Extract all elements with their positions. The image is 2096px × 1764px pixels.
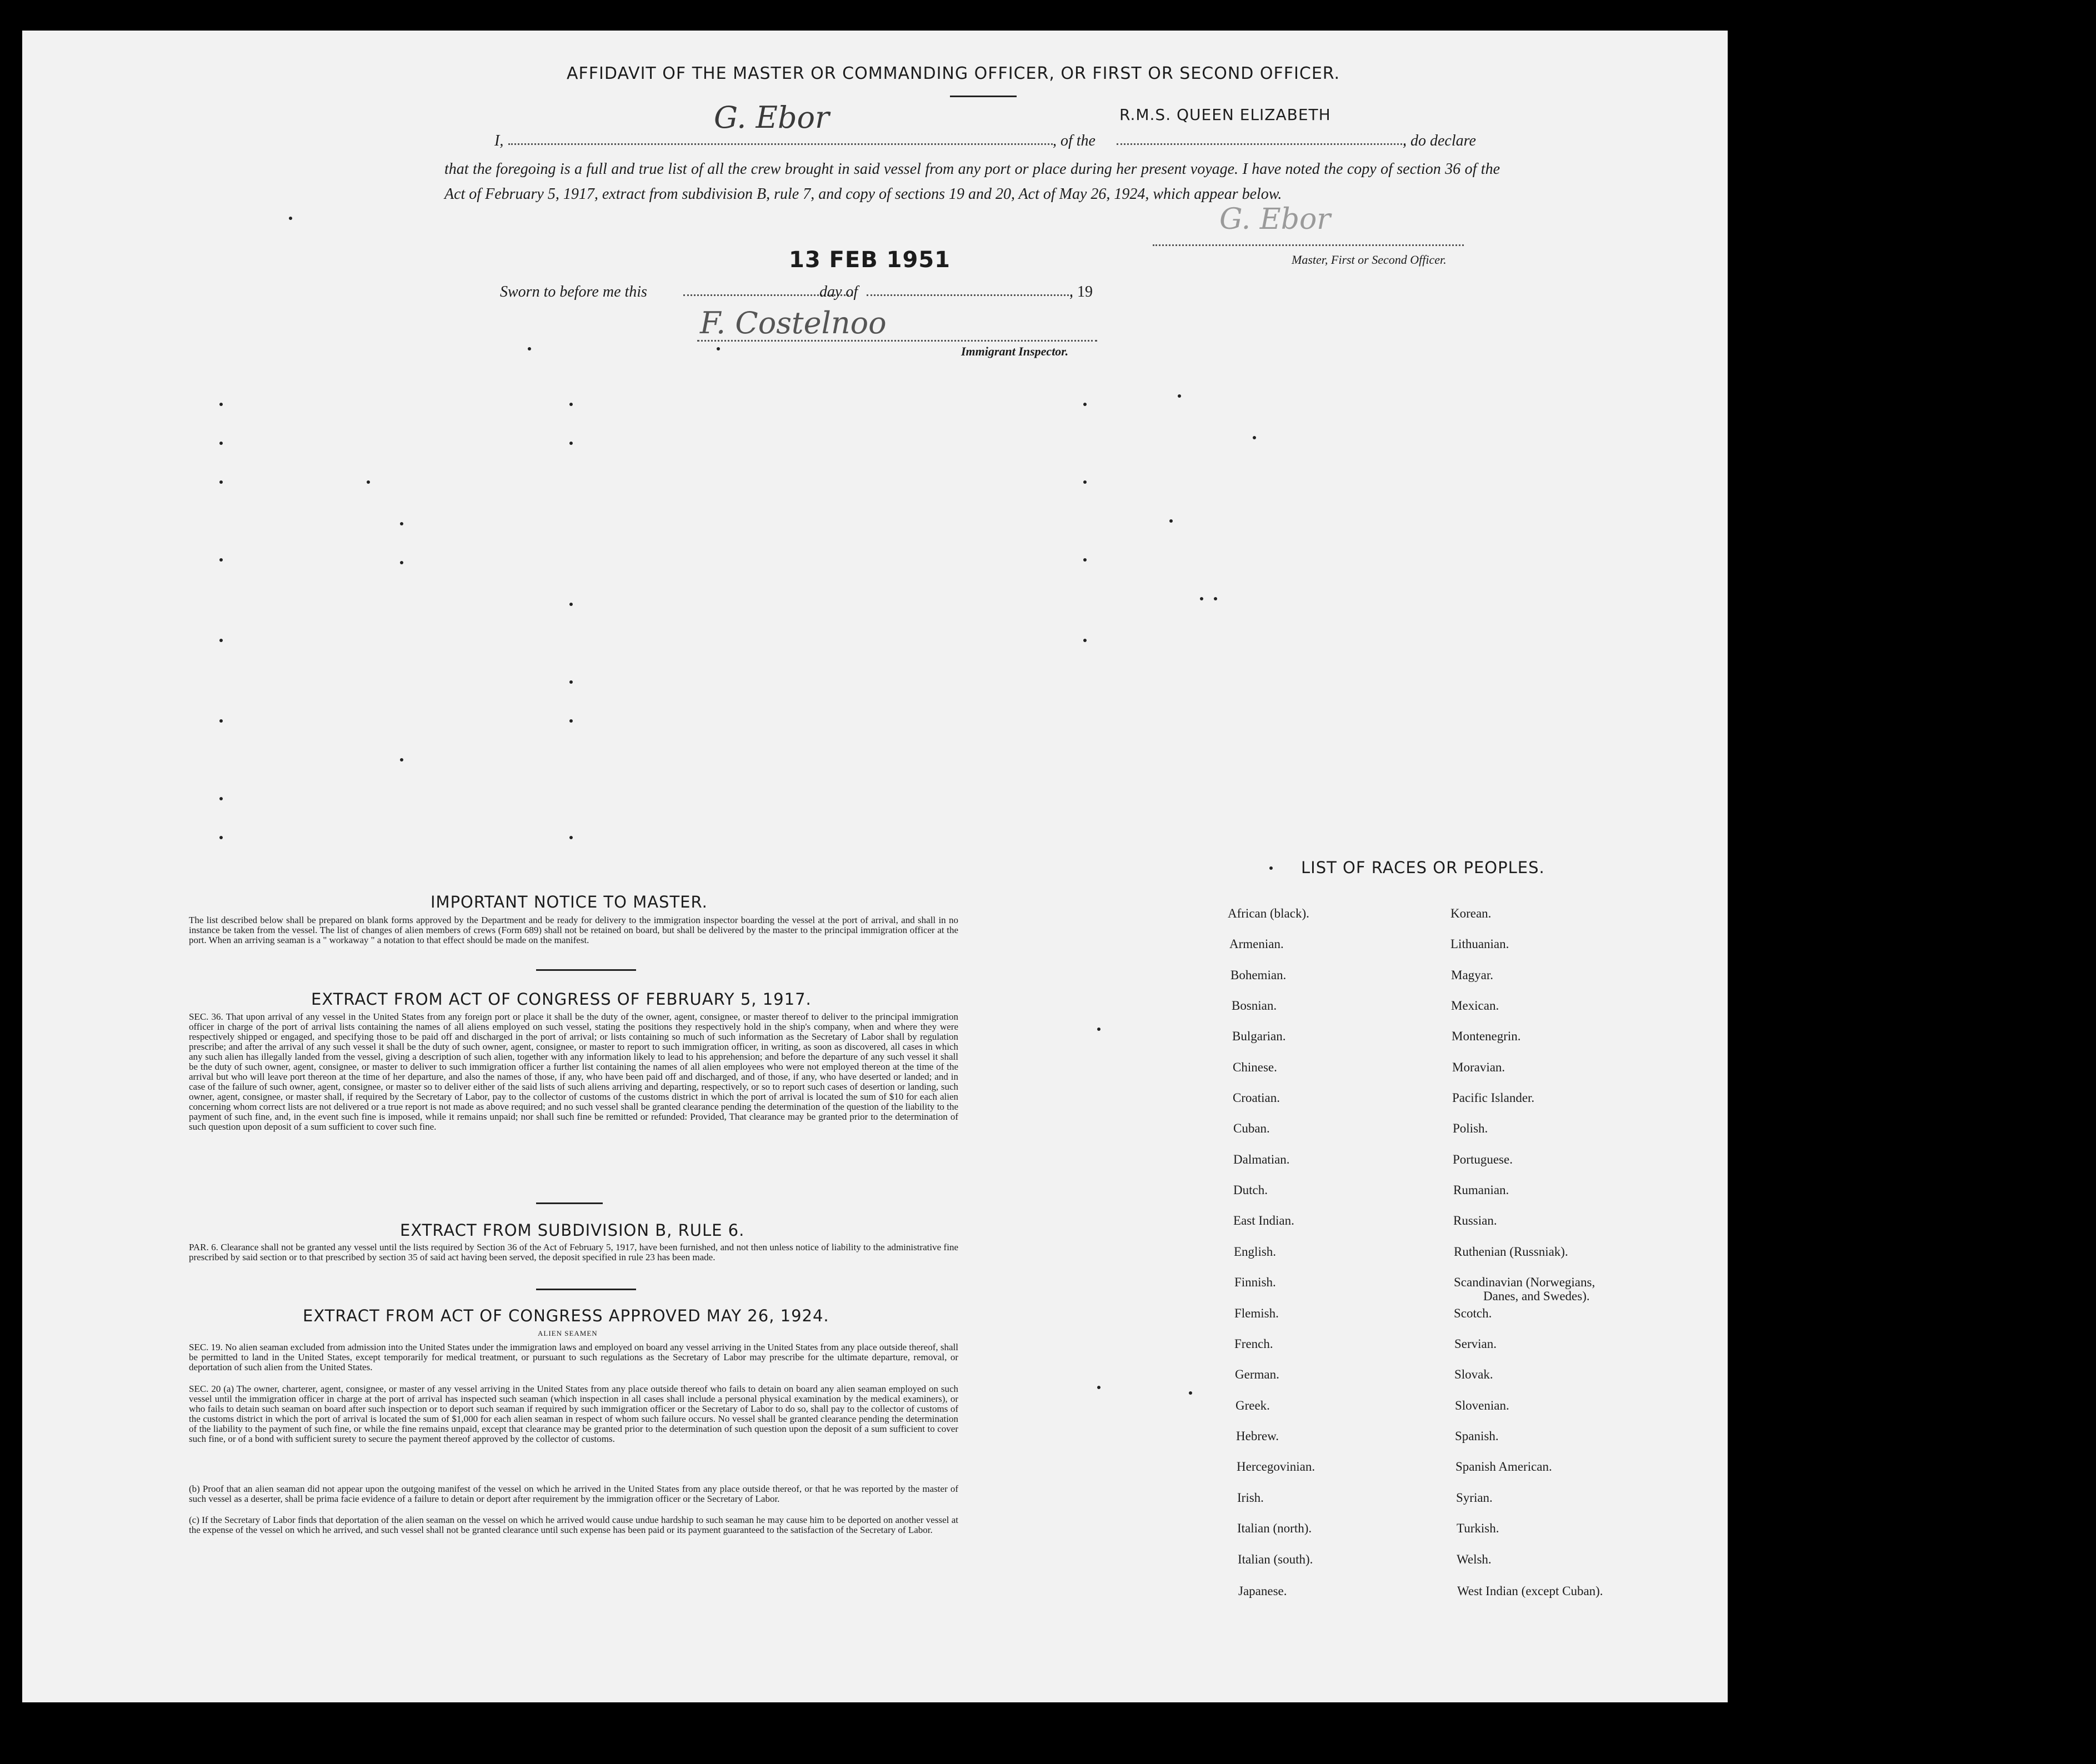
- race-item: Portuguese.: [1453, 1152, 1513, 1166]
- extract-1917-rule: [536, 1202, 603, 1204]
- print-speck: [367, 480, 370, 484]
- inspector-line: [697, 340, 1097, 342]
- extract-1917-body: SEC. 36. That upon arrival of any vessel in the United States from any foreign port or place it shall be the duty of the owner, agent, consignee, or master thereof to deliver to the principal immigration officer in charge of the port of arrival lists containing the names of all aliens employed on such vessel, stating the positions they respectively hold in the ship's company, when and where they were respectively shipped or engaged, and specifying those to be paid off and discharged in the port of arrival; or lists containing so much of such information as the Secretary of Labor shall by regulation prescribe; and after the arrival of any such vessel it shall be the duty of such owner, agent, consignee, or master to report to such immigration officer, in writing, as soon as discovered, all cases in which any such alien has illegally landed from the vessel, giving a description of such alien, together with any information likely to lead to his apprehension; and before the departure of any such vessel it shall be the duty of such owner, agent, consignee, or master to deliver to such immigration officer a further list containing the names of all alien employees who were not employed thereon at the time of the arrival but who will leave port thereon at the time of her departure, and also the names of those, if any, who have been paid off and discharged, and of those, if any, who have deserted or landed; and in case of the failure of such owner, agent, consignee, or master so to deliver either of the said lists of such aliens arriving and departing, respectively, or so to report such cases of desertion or landing, such owner, agent, consignee, or master shall, if required by the Secretary of Labor, pay to the collector of customs of the customs district in which the port of arrival is located the sum of $10 for each alien concerning whom correct lists are not delivered or a true report is not made as above required; and no such vessel shall be granted clearance pending the determination of the question of the liability to the payment of such fine, and, in the event such fine is imposed, while it remains unpaid; nor shall such fine be remitted or refunded: Provided, That clearance may be granted prior to the determination of such question upon deposit of a sum sufficient to cover such fine.: [189, 1011, 958, 1132]
- affidavit-body: that the foregoing is a full and true list of all the crew brought in said vessel from any port or place during her present voyage. I have noted the copy of section 36 of the Act of February 5, 1917, extract from subdivision B, rule 7, and copy of sections 19 and 20, Act of May 26, 1924, which appear below.: [444, 161, 1500, 203]
- day-of-label: day of: [819, 283, 858, 300]
- print-speck: [219, 836, 223, 839]
- race-item: Slovenian.: [1455, 1399, 1509, 1412]
- race-item: German.: [1235, 1367, 1279, 1381]
- notice-body: The list described below shall be prepared on blank forms approved by the Department and be ready for delivery to the immigration inspector boarding the vessel at the port of arrival, and shall in no instance be taken from the vessel. The list of changes of alien members of crews (Form 689) shall not be retained on board, but shall be delivered by the master to the principal immigration officer at the port. When an arriving seaman is a " workaway " a notation to that effect should be made on the manifest.: [189, 915, 958, 945]
- race-item: Syrian.: [1456, 1491, 1493, 1505]
- race-item: Bosnian.: [1232, 999, 1277, 1013]
- vessel-name: R.M.S. QUEEN ELIZABETH: [1119, 106, 1331, 124]
- race-item: Rumanian.: [1453, 1183, 1509, 1197]
- print-speck: [219, 639, 223, 642]
- notice-heading: IMPORTANT NOTICE TO MASTER.: [431, 893, 708, 911]
- extract-1917-heading: EXTRACT FROM ACT OF CONGRESS OF FEBRUARY 5, 1917.: [311, 990, 812, 1009]
- race-item: Bohemian.: [1230, 968, 1287, 982]
- race-item-continuation: Danes, and Swedes).: [1483, 1289, 1590, 1303]
- date-stamp: 13 FEB 1951: [789, 247, 951, 273]
- print-speck: [569, 603, 573, 606]
- race-item: Pacific Islander.: [1452, 1091, 1535, 1105]
- subdivision-body: PAR. 6. Clearance shall not be granted any vessel until the lists required by Section 36 of the Act of February 5, 1917, have been furnished, and not then unless notice of liability to the administrative fine prescribed by said section or to that prescribed by section 35 of said act having been served, the deposit specified in rule 23 has been made.: [189, 1242, 958, 1262]
- sec-19-text: SEC. 19. No alien seaman excluded from admission into the United States under the immigration laws and employed on board any vessel arriving in the United States from any place outside thereof, shall be permitted to land in the United States, except temporarily for medical treatment, or pursuant to such regulations as the Secretary of Labor may prescribe for the ultimate departure, removal, or deportation of such alien from the United States.: [189, 1342, 958, 1372]
- race-item: Bulgarian.: [1232, 1029, 1286, 1043]
- race-item: Ruthenian (Russniak).: [1454, 1245, 1568, 1259]
- punch-hole: [1835, 508, 1860, 534]
- heading-rule: [950, 96, 1017, 97]
- sec-20a-text: SEC. 20 (a) The owner, charterer, agent, consignee, or master of any vessel arriving in the United States from any place outside thereof who fails to detain on board any alien seaman employed on such vessel until the immigration officer in charge at the port of arrival has inspected such seaman (which inspection in all cases shall include a personal physical examination by the medical examiners), or who fails to detain such seaman on board after such inspection or to deport such seaman if required by such immigration officer or the Secretary of Labor to do so, shall pay to the collector of customs of the customs district in which the port of arrival is located the sum of $1,000 for each alien seaman in respect of whom such failure occurs. No vessel shall be granted clearance pending the determination of the liability to the payment of such fine, or while the fine remains unpaid, except that clearance may be granted prior to the determination of such question upon the deposit of a sum sufficient to cover such fine, or of a bond with sufficient surety to secure the payment thereof approved by the collector of customs.: [189, 1384, 958, 1444]
- race-item: Spanish.: [1455, 1429, 1499, 1443]
- print-speck: [219, 403, 223, 406]
- race-item: Spanish American.: [1455, 1460, 1552, 1474]
- do-declare-label: , do declare: [1403, 132, 1476, 149]
- race-item: Dalmatian.: [1233, 1152, 1290, 1166]
- sec-20b-text: (b) Proof that an alien seaman did not appear upon the outgoing manifest of the vessel on which he arrived in the United States from any place outside thereof, or that he was reported by the master of such vessel as a deserter, shall be prima facie evidence of a failure to detain or deport after requirement by the immigration officer or the Secretary of Labor.: [189, 1484, 958, 1504]
- race-item: Dutch.: [1233, 1183, 1268, 1197]
- race-item: Italian (north).: [1237, 1521, 1312, 1535]
- race-item: Polish.: [1453, 1121, 1488, 1135]
- punch-hole: [1833, 251, 1859, 277]
- subdivision-heading: EXTRACT FROM SUBDIVISION B, RULE 6.: [400, 1221, 745, 1240]
- print-speck: [717, 347, 720, 350]
- race-item: Greek.: [1235, 1399, 1270, 1412]
- print-speck: [1083, 639, 1087, 642]
- officer-caption: Master, First or Second Officer.: [1292, 253, 1447, 267]
- race-item: Lithuanian.: [1450, 937, 1509, 951]
- print-speck: [569, 836, 573, 839]
- print-speck: [219, 558, 223, 562]
- of-the-label: , of the: [1053, 132, 1095, 149]
- inspector-caption: Immigrant Inspector.: [961, 344, 1069, 358]
- print-speck: [1214, 597, 1217, 600]
- print-speck: [1083, 480, 1087, 484]
- race-item: Magyar.: [1451, 968, 1494, 982]
- subdivision-rule: [536, 1289, 636, 1290]
- officer-signature: G. Ebor: [1219, 203, 1331, 236]
- race-item: Russian.: [1453, 1214, 1497, 1227]
- print-speck: [219, 442, 223, 445]
- print-speck: [1097, 1386, 1100, 1389]
- print-speck: [219, 719, 223, 723]
- print-speck: [1253, 436, 1256, 439]
- inspector-signature: F. Costelnoo: [700, 305, 887, 340]
- notice-rule: [536, 969, 636, 971]
- name-line: [508, 143, 1053, 145]
- race-item: Cuban.: [1233, 1121, 1270, 1135]
- race-item: Montenegrin.: [1452, 1029, 1521, 1043]
- races-heading: LIST OF RACES OR PEOPLES.: [1301, 858, 1545, 877]
- punch-hole: [1803, 97, 1828, 123]
- race-item: Japanese.: [1238, 1584, 1287, 1598]
- print-speck: [1269, 866, 1273, 870]
- race-item: West Indian (except Cuban).: [1457, 1584, 1603, 1598]
- officer-line: [1153, 244, 1464, 246]
- print-speck: [1083, 403, 1087, 406]
- punch-hole: [1840, 1083, 1866, 1109]
- print-speck: [1178, 394, 1181, 398]
- race-item: Scotch.: [1454, 1306, 1492, 1320]
- race-item: Moravian.: [1452, 1060, 1505, 1074]
- affidavit-i-label: I,: [494, 132, 504, 149]
- print-speck: [400, 758, 403, 761]
- master-signature: G. Ebor: [714, 100, 829, 135]
- race-item: English.: [1234, 1245, 1277, 1259]
- race-item: Armenian.: [1229, 937, 1284, 951]
- race-item: Chinese.: [1233, 1060, 1277, 1074]
- print-speck: [1200, 597, 1203, 600]
- sec-20c-text: (c) If the Secretary of Labor finds that deportation of the alien seaman on the vessel on which he arrived would cause undue hardship to such seaman he may cause him to be deported on another vessel at the expense of the vessel on which he arrived, and such vessel shall not be granted clearance until such expense has been paid or its payment guaranteed to the satisfaction of the Secretary of Labor.: [189, 1515, 958, 1535]
- affidavit-heading: AFFIDAVIT OF THE MASTER OR COMMANDING OFFICER, OR FIRST OR SECOND OFFICER.: [567, 64, 1340, 83]
- print-speck: [569, 442, 573, 445]
- sworn-month-line: [867, 294, 1072, 296]
- race-item: African (black).: [1228, 906, 1309, 920]
- year-label: , 19: [1069, 283, 1093, 300]
- print-speck: [528, 347, 531, 350]
- race-item: East Indian.: [1233, 1214, 1294, 1227]
- race-item: Scandinavian (Norwegians,: [1454, 1275, 1595, 1289]
- alien-seamen-subheading: ALIEN SEAMEN: [538, 1329, 598, 1337]
- race-item: Italian (south).: [1238, 1552, 1313, 1566]
- race-item: Finnish.: [1234, 1275, 1276, 1289]
- print-speck: [569, 680, 573, 684]
- print-speck: [1169, 519, 1173, 523]
- race-item: Flemish.: [1234, 1306, 1279, 1320]
- print-speck: [1189, 1391, 1192, 1395]
- punch-hole: [1835, 597, 1860, 623]
- print-speck: [1097, 1028, 1100, 1031]
- race-item: Welsh.: [1457, 1552, 1492, 1566]
- print-speck: [569, 719, 573, 723]
- race-item: Servian.: [1454, 1337, 1497, 1351]
- sworn-label: Sworn to before me this: [500, 283, 647, 300]
- race-item: Hercegovinian.: [1237, 1460, 1315, 1474]
- race-item: Slovak.: [1454, 1367, 1493, 1381]
- punch-hole: [1840, 1172, 1866, 1197]
- punch-hole: [1843, 1425, 1869, 1450]
- punch-hole: [1803, 149, 1828, 174]
- race-item: Irish.: [1237, 1491, 1264, 1505]
- print-speck: [400, 522, 403, 525]
- extract-1924-heading: EXTRACT FROM ACT OF CONGRESS APPROVED MAY 26, 1924.: [303, 1306, 829, 1325]
- print-speck: [569, 403, 573, 406]
- print-speck: [400, 561, 403, 564]
- print-speck: [219, 480, 223, 484]
- print-speck: [1083, 558, 1087, 562]
- punch-hole: [1840, 1514, 1866, 1539]
- punch-hole: [1829, 161, 1855, 187]
- race-item: Korean.: [1450, 906, 1492, 920]
- race-item: Hebrew.: [1236, 1429, 1279, 1443]
- print-speck: [219, 797, 223, 800]
- race-item: Croatian.: [1233, 1091, 1280, 1105]
- print-speck: [289, 217, 292, 220]
- race-item: Mexican.: [1451, 999, 1499, 1013]
- vessel-line: [1117, 143, 1405, 145]
- race-item: French.: [1234, 1337, 1273, 1351]
- race-item: Turkish.: [1457, 1521, 1499, 1535]
